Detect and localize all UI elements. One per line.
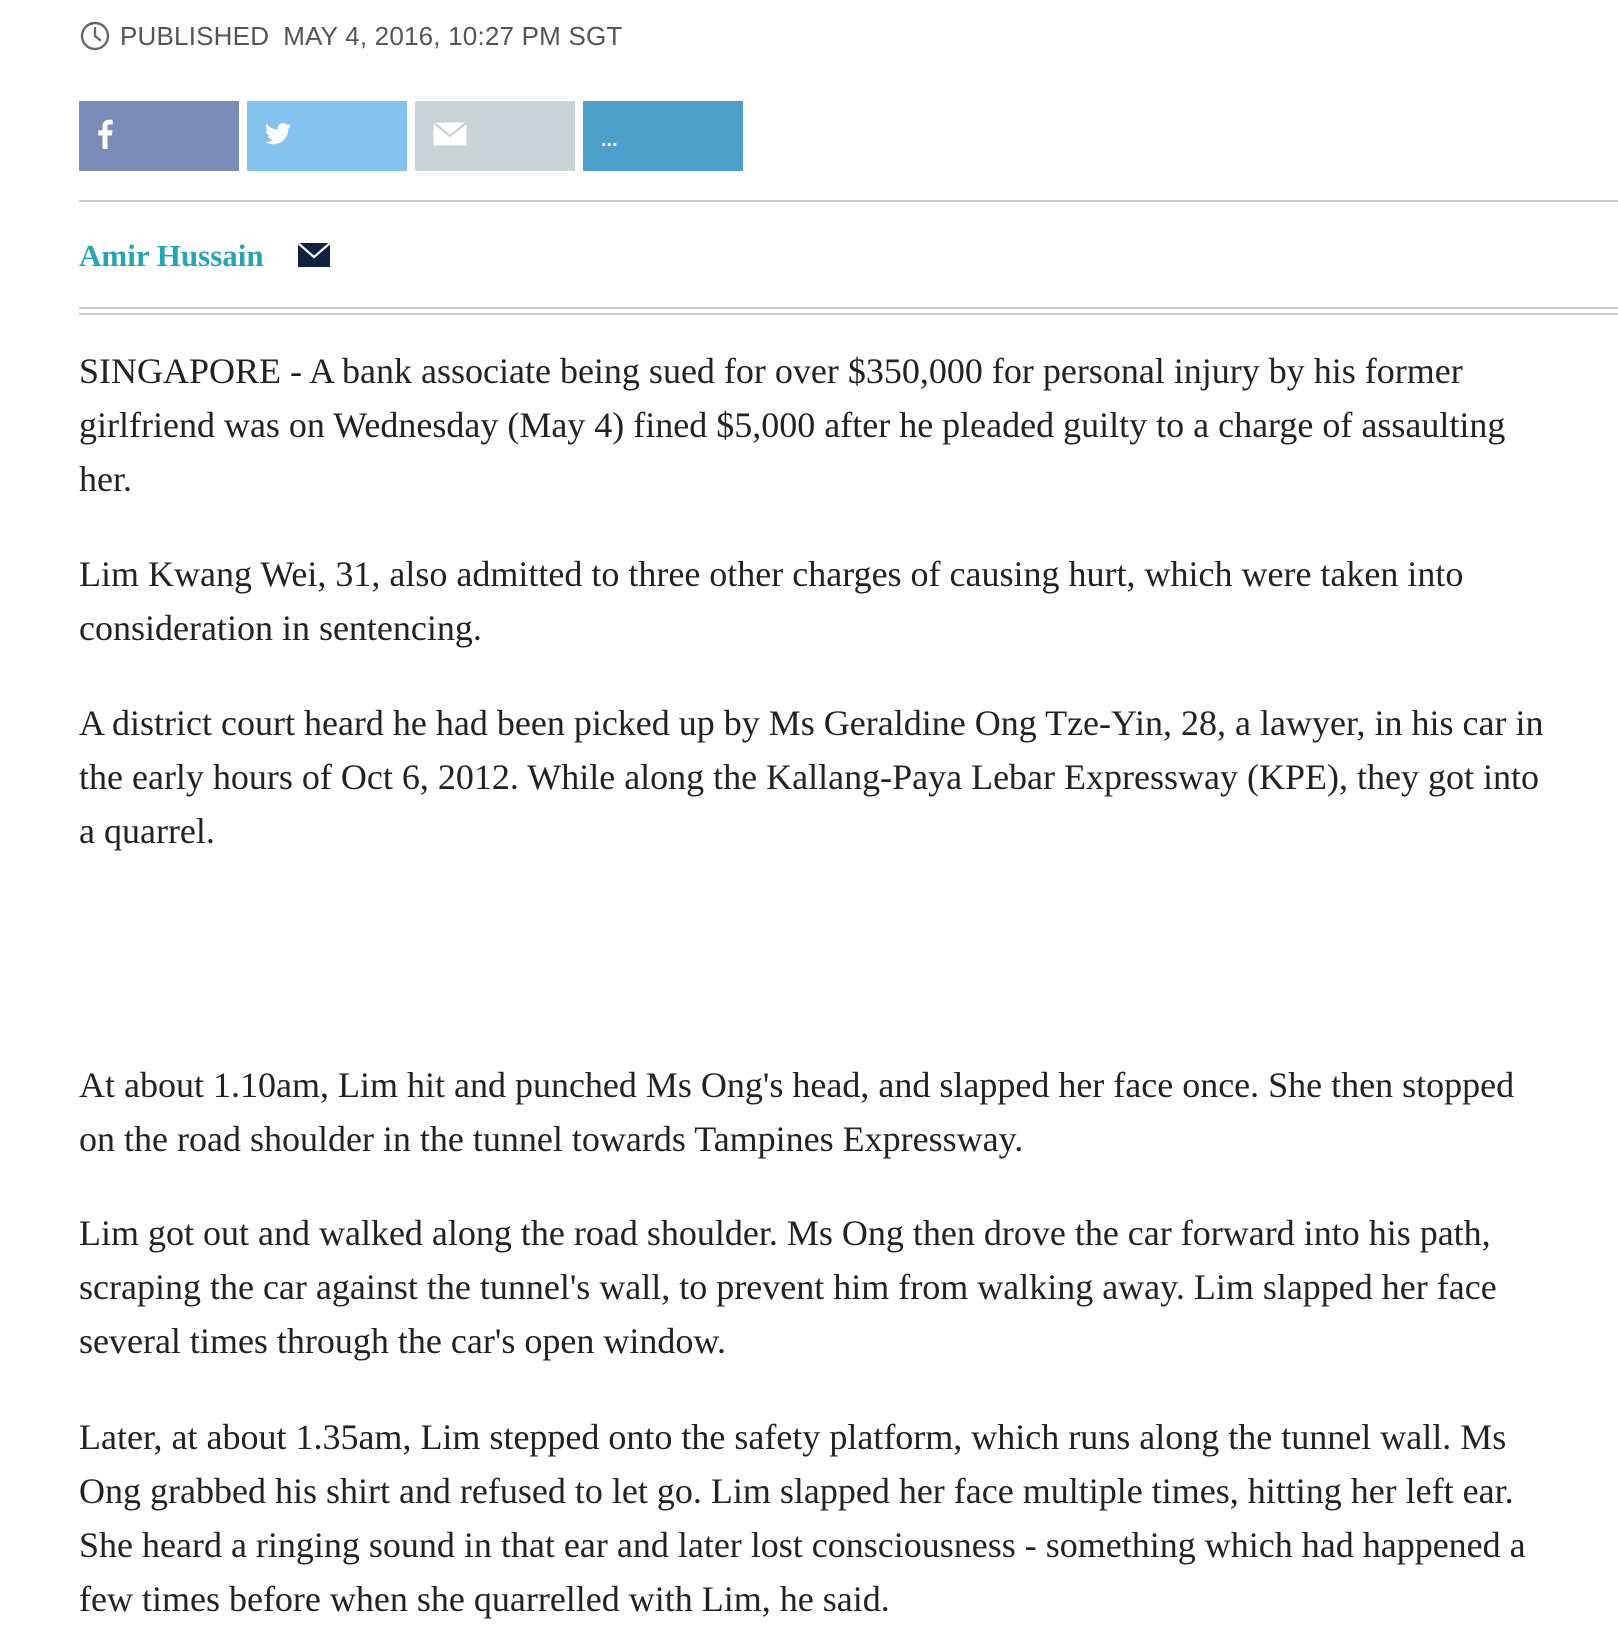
share-bar [79, 101, 743, 171]
share-facebook-button[interactable] [79, 101, 239, 171]
published-date: MAY 4, 2016, 10:27 PM SGT [283, 20, 623, 51]
email-icon [433, 122, 467, 151]
article-paragraph: SINGAPORE - A bank associate being sued for over $350,000 for personal injury by his former girlfriend was on Wednesday (May 4) fined $5,000 after he pleaded guilty to a charge of assaulting her. [79, 351, 1506, 499]
clock-icon [79, 20, 111, 52]
article-paragraph: A district court heard he had been picked up by Ms Geraldine Ong Tze-Yin, 28, a lawyer, in his car in the early hours of Oct 6, 2012. While along the Kallang-Paya Lebar Expressway (KPE), they got into a quarrel. [79, 703, 1544, 851]
envelope-icon[interactable] [297, 242, 331, 270]
author-name-link[interactable]: Amir Hussain [79, 238, 264, 273]
share-more-button[interactable] [583, 101, 743, 171]
article-paragraph: Lim Kwang Wei, 31, also admitted to three other charges of causing hurt, which were taken into consideration in sentencing. [79, 554, 1464, 648]
article-paragraph: Lim got out and walked along the road shoulder. Ms Ong then drove the car forward into his path, scraping the car against the tunnel's wall, to prevent him from walking away. Lim slapped her face several times through the car's open window. [79, 1213, 1497, 1361]
published-label: PUBLISHED [120, 20, 270, 51]
divider [79, 200, 1618, 202]
facebook-icon [97, 119, 113, 154]
share-twitter-button[interactable] [247, 101, 407, 171]
article-paragraph: At about 1.10am, Lim hit and punched Ms Ong's head, and slapped her face once. She then stopped on the road shoulder in the tunnel towards Tampines Expressway. [79, 1065, 1515, 1159]
share-more-label: ... [601, 128, 618, 151]
article-paragraph: Later, at about 1.35am, Lim stepped onto the safety platform, which runs along the tunnel wall. Ms Ong grabbed his shirt and refused to let go. Lim slapped her face multiple times, hitting her left ear. She heard a ringing sound in that ear and later lost consciousness - something which had happened a few times before when she quarrelled with Lim, he said. [79, 1417, 1526, 1619]
published-meta [79, 20, 623, 52]
byline [79, 234, 331, 278]
share-email-button[interactable] [415, 101, 575, 171]
twitter-icon [265, 123, 291, 150]
double-divider [79, 307, 1618, 315]
